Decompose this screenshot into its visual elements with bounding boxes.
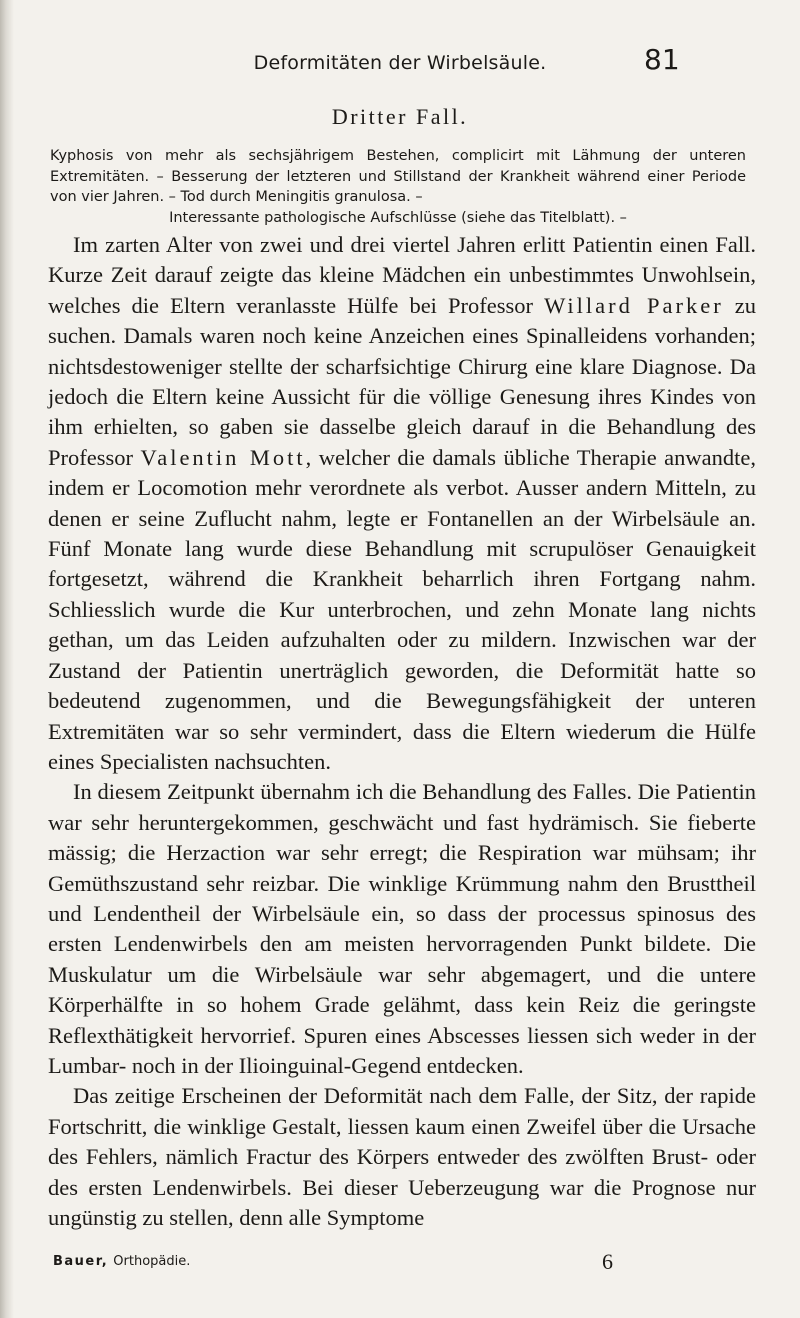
paragraph-1-part-1: Im zarten Alter von zwei und drei viertel Jahren erlitt Patientin einen Fall. Kurze Zeit darauf zeigte das kleine Mädchen ein unbestimmtes Unwohlsein, welches die Eltern veranlasste Hülfe bei Professor [48,232,756,318]
paragraph-1 [48,230,756,777]
footer-imprint [53,1250,673,1269]
paragraph-2: In diesem Zeitpunkt übernahm ich die Behandlung des Falles. Die Patientin war sehr heruntergekommen, geschwächt und fast hydrämisch. Sie fieberte mässig; die Herzaction war sehr erregt; die Respiration war mühsam; ihr Gemüthszustand sehr reizbar. Die winklige Krümmung nahm den Brusttheil und Lendentheil der Wirbelsäule ein, so dass der processus spinosus des ersten Lendenwirbels den am meisten hervorragenden Punkt bildete. Die Muskulatur um die Wirbelsäule war sehr abgemagert, und die untere Körperhälfte in so hohem Grade gelähmt, dass kein Reiz die geringste Reflexthätigkeit hervorrief. Spuren eines Abscesses liessen sich weder in der Lumbar- noch in der Ilioinguinal-Gegend entdecken. [48,779,756,1078]
summary-last-line: Interessante pathologische Aufschlüsse (siehe das Titelblatt). – [169,209,627,226]
running-title: Deformitäten der Wirbelsäule. [253,52,547,74]
person-name-parker: Willard Parker [544,292,724,318]
footer-work: Orthopädie. [113,1254,191,1269]
paragraph-1-part-3: , welcher die damals übliche Therapie anwandte, indem er Locomotion mehr verordnete als verbot. Ausser andern Mitteln, zu denen er seine Zuflucht nahm, legte er Fontanellen an der Wirbelsäule an. Fünf Monate lang wurde diese Behandlung mit scrupulöser Genauigkeit fortgesetzt, während die Krankheit beharrlich ihren Fortgang nahm. Schliesslich wurde die Kur unterbrochen, und zehn Monate lang nichts gethan, um das Leiden aufzuhalten oder zu mildern. Inzwischen war der Zustand der Patientin unerträglich geworden, die Deformität hatte so bedeutend zugenommen, und die Bewegungsfähigkeit der unteren Extremitäten war so sehr vermindert, dass die Eltern wiederum die Hülfe eines Specialisten nachsuchten. [48,444,756,774]
summary-text: Kyphosis von mehr als sechsjährigem Bestehen, complicirt mit Lähmung der unteren Extremitäten. – Besserung der letzteren und Stillstand der Krankheit während einer Periode von vier Jahren. – Tod durch Meningitis granulosa. – [50,148,746,205]
person-name-mott: Valentin Mott [140,444,306,470]
body-text [48,230,756,1233]
case-summary [50,146,746,228]
paragraph-1-part-2: zu suchen. Damals waren noch keine Anzeichen eines Spinalleidens vorhanden; nichtsdestoweniger stellte der scharfsichtige Chirurg eine klare Diagnose. Da jedoch die Eltern keine Aussicht für die völlige Genesung ihres Kindes von ihm erhielten, so gaben sie dasselbe gleich darauf in die Behandlung des Professor [48,292,756,470]
paragraph-3: Das zeitige Erscheinen der Deformität nach dem Falle, der Sitz, der rapide Fortschritt, die winklige Gestalt, liessen kaum einen Zweifel über die Ursache des Fehlers, nämlich Fractur des Körpers entweder des zwölften Brust- oder des ersten Lendenwirbels. Bei dieser Ueberzeugung war die Prognose nur ungünstig zu stellen, denn alle Symptome [48,1083,756,1230]
chapter-title: Dritter Fall. [331,104,469,129]
page-edge-shadow [0,0,14,1318]
signature-mark: 6 [602,1249,613,1274]
page-number: 81 [644,43,680,76]
footer-author: Bauer, [53,1254,109,1269]
